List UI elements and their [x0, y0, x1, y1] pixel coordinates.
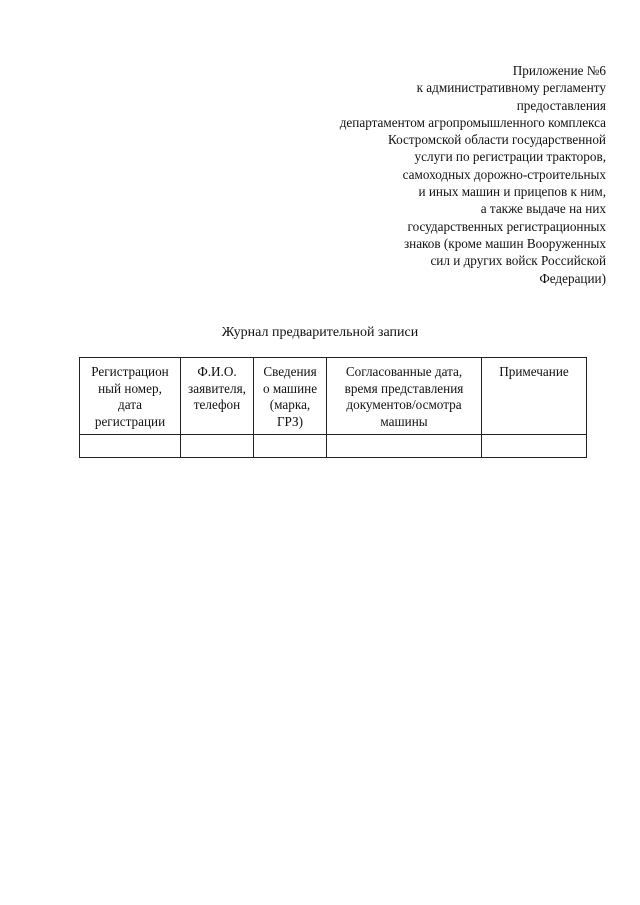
appendix-line: сил и других войск Российской: [430, 253, 606, 269]
appendix-line: самоходных дорожно-строительных: [402, 166, 606, 182]
journal-title: Журнал предварительной записи: [221, 325, 419, 340]
column-header-registration: [80, 358, 181, 435]
header-line: Регистрацион: [91, 364, 169, 379]
appendix-line: а также выдаче на них: [480, 201, 606, 217]
header-line: заявителя,: [188, 380, 246, 396]
table-cell-empty: [181, 435, 254, 458]
appendix-line: предоставления: [516, 97, 606, 113]
table-cell-empty: [327, 435, 482, 458]
appendix-line: и иных машин и прицепов к ним,: [418, 184, 606, 200]
header-line: телефон: [193, 397, 241, 412]
appendix-line: департаментом агропромышленного комплекса: [339, 114, 606, 130]
header-line: дата: [118, 397, 142, 412]
appendix-line: знаков (кроме машин Вооруженных: [403, 235, 606, 251]
header-line: документов/осмотра: [346, 397, 462, 412]
appendix-line: услуги по регистрации тракторов,: [414, 149, 606, 165]
appendix-line: Приложение №6: [512, 63, 606, 78]
header-line: Примечание: [499, 364, 569, 379]
header-line: ный номер,: [98, 380, 162, 396]
header-line: о машине: [262, 380, 318, 396]
appendix-line: государственных регистрационных: [407, 218, 606, 234]
column-header-machine: [254, 358, 327, 435]
header-line: время представления: [344, 380, 464, 396]
table-cell-empty: [482, 435, 587, 458]
table-header-row: [80, 358, 587, 435]
column-header-note: [482, 358, 587, 435]
appendix-line: Костромской области государственной: [387, 132, 606, 148]
header-line: Ф.И.О.: [197, 364, 237, 379]
header-line: ГРЗ): [276, 413, 304, 429]
header-line: (марка,: [269, 397, 311, 412]
header-line: Согласованные дата,: [345, 364, 463, 379]
header-line: машины: [380, 413, 428, 429]
appendix-line: к административному регламенту: [416, 80, 606, 96]
appendix-line: Федерации): [539, 270, 606, 286]
column-header-applicant: [181, 358, 254, 435]
journal-table: [79, 357, 587, 458]
table-cell-empty: [254, 435, 327, 458]
column-header-agreed-date: [327, 358, 482, 435]
header-line: регистрации: [94, 413, 166, 429]
appendix-heading: [286, 62, 606, 287]
table-cell-empty: [80, 435, 181, 458]
table-row: [80, 435, 587, 458]
header-line: Сведения: [263, 364, 317, 379]
